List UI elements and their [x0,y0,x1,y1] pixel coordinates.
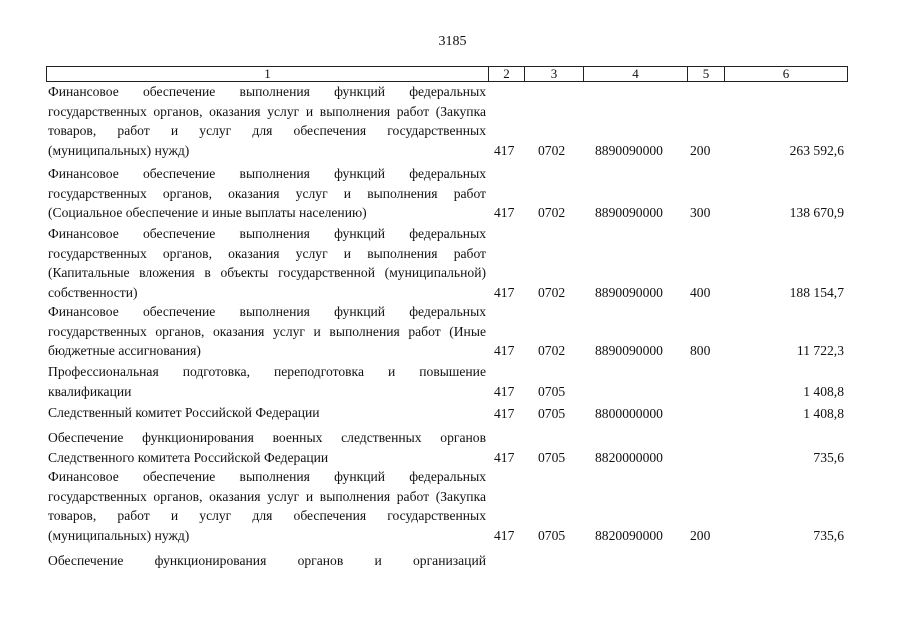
cell-col6: 735,6 [813,527,844,543]
column-header-3: 3 [524,66,583,82]
table-row [0,551,905,571]
cell-col6: 11 722,3 [796,342,844,358]
cell-col4: 8890090000 [595,342,663,358]
cell-col4: 8890090000 [595,204,663,220]
cell-col3: 0705 [538,527,566,543]
cell-col6: 1 408,8 [803,383,844,399]
table-row [0,362,905,401]
column-header-2: 2 [488,66,524,82]
row-description: Профессиональная подготовка, переподготовка и повышение квалификации [48,364,486,399]
cell-col6: 1 408,8 [803,405,844,421]
row-description: Обеспечение функционирования военных следственных органов Следственного комитета Российской Федерации [48,430,486,465]
cell-col5: 200 [690,142,711,158]
cell-col6: 188 154,7 [789,284,844,300]
cell-col5: 800 [690,342,711,358]
row-description: Финансовое обеспечение выполнения функций федеральных государственных органов, оказания услуг и выполнения работ (Закупка товаров, работ и услуг для обеспечения государственных (муниципальных) нужд) [48,84,486,158]
cell-col3: 0705 [538,405,566,421]
cell-col2: 417 [494,284,515,300]
cell-col2: 417 [494,449,515,465]
cell-col4: 8890090000 [595,284,663,300]
column-header-1: 1 [46,66,488,82]
cell-col3: 0705 [538,383,566,399]
cell-col2: 417 [494,383,515,399]
row-description: Финансовое обеспечение выполнения функций федеральных государственных органов, оказания услуг и выполнения работ (Закупка товаров, работ и услуг для обеспечения государственных (муниципальных) нужд) [48,469,486,543]
table-row [0,224,905,302]
cell-col2: 417 [494,204,515,220]
cell-col3: 0705 [538,449,566,465]
column-header-4: 4 [583,66,687,82]
cell-col2: 417 [494,527,515,543]
cell-col2: 417 [494,342,515,358]
row-description: Финансовое обеспечение выполнения функций федеральных государственных органов, оказания услуг и выполнения работ (Иные бюджетные ассигнования) [48,304,486,358]
cell-col2: 417 [494,142,515,158]
cell-col4: 8820000000 [595,449,663,465]
column-header-5: 5 [687,66,724,82]
row-description: Обеспечение функционирования органов и организаций [48,553,486,568]
cell-col3: 0702 [538,342,566,358]
row-description: Следственный комитет Российской Федерации [48,405,320,420]
table-row [0,467,905,545]
cell-col6: 138 670,9 [789,204,844,220]
table-row [0,82,905,160]
table-row [0,403,905,423]
cell-col3: 0702 [538,142,566,158]
cell-col5: 400 [690,284,711,300]
row-description: Финансовое обеспечение выполнения функций федеральных государственных органов, оказания услуг и выполнения работ (Капитальные вложения в объекты государственной (муниципальной) собственности) [48,226,486,300]
cell-col4: 8820090000 [595,527,663,543]
cell-col6: 735,6 [813,449,844,465]
row-description: Финансовое обеспечение выполнения функций федеральных государственных органов, оказания услуг и выполнения работ (Социальное обеспечение и иные выплаты населению) [48,166,486,220]
cell-col3: 0702 [538,204,566,220]
page-number: 3185 [438,34,467,49]
table-row [0,302,905,360]
cell-col4: 8890090000 [595,142,663,158]
cell-col2: 417 [494,405,515,421]
cell-col5: 300 [690,204,711,220]
cell-col4: 8800000000 [595,405,663,421]
cell-col3: 0702 [538,284,566,300]
table-row [0,164,905,222]
cell-col5: 200 [690,527,711,543]
cell-col6: 263 592,6 [789,142,844,158]
table-row [0,428,905,467]
column-header-6: 6 [724,66,848,82]
